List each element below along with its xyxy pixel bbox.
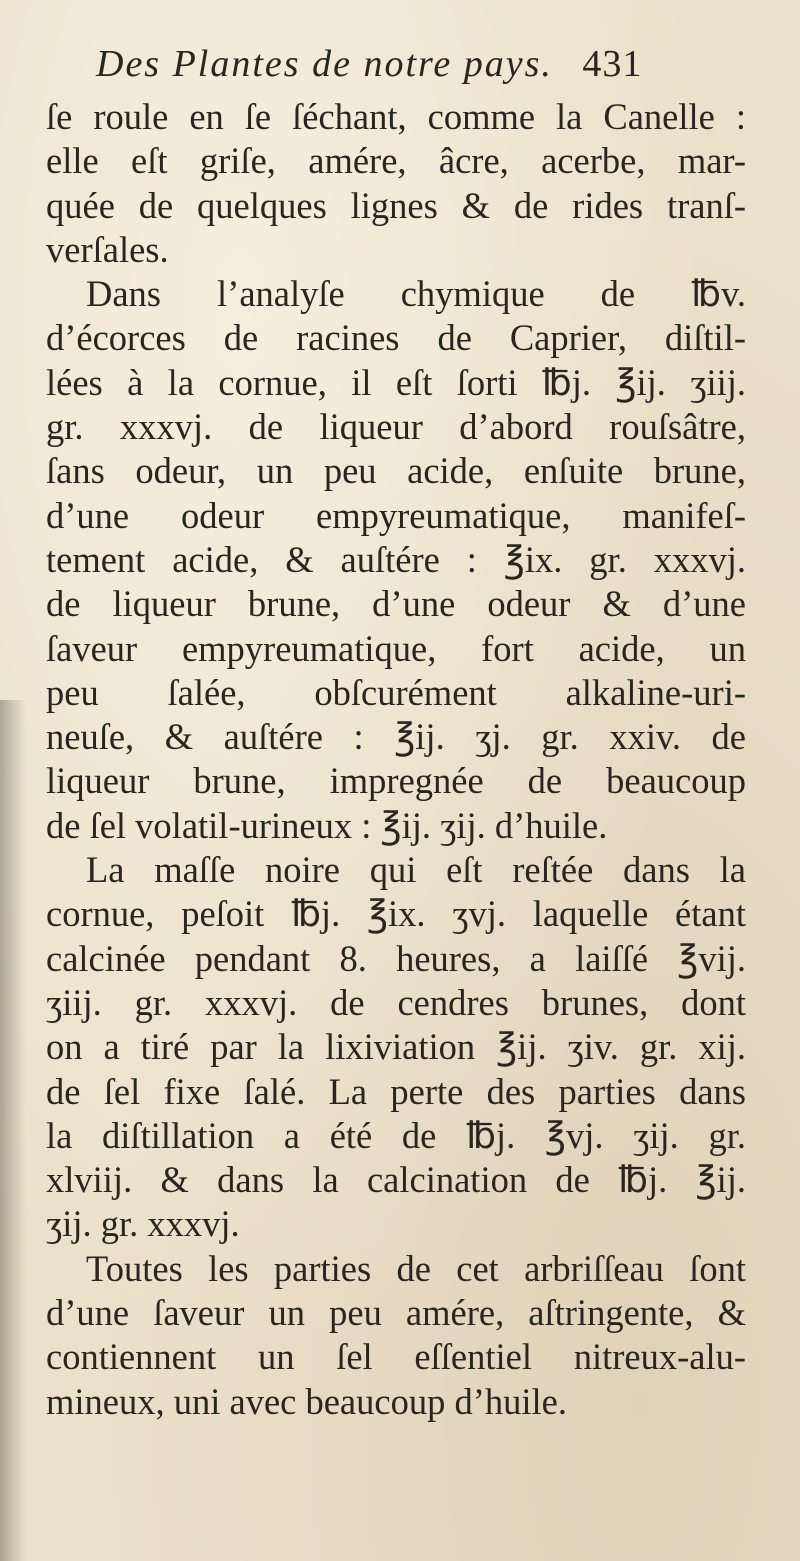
text-line: la diſtillation a été de ℔j. ℥vj. ʒij. gr. [46, 1114, 746, 1156]
text-line: xlviij. & dans la calcination de ℔j. ℥ij. [46, 1159, 746, 1201]
text-line: neuſe, & auſtére : ℥ij. ʒj. gr. xxiv. de [46, 716, 746, 758]
text-line: ſe roule en ſe ſéchant, comme la Canelle : [46, 96, 746, 137]
text-line: ſans odeur, un peu acide, enſuite brune, [46, 450, 746, 492]
text-line: elle eſt griſe, amére, âcre, acerbe, mar- [46, 140, 746, 182]
text-line: La maſſe noire qui eſt reſtée dans la [86, 849, 746, 891]
text-line: contiennent un ſel eſſentiel nitreux-alu- [46, 1336, 746, 1378]
running-header-title: Des Plantes de notre pays. [96, 43, 553, 85]
text-line: d’une odeur empyreumatique, manifeſ- [46, 494, 746, 536]
page-number: 431 [582, 43, 643, 85]
text-line: peu ſalée, obſcurément alkaline-uri- [46, 671, 746, 713]
text-line: liqueur brune, impregnée de beaucoup [46, 760, 746, 802]
text-line: tement acide, & auſtére : ℥ix. gr. xxxvj. [46, 538, 746, 580]
text-line: d’écorces de racines de Caprier, diſtil- [46, 317, 746, 359]
text-line: Toutes les parties de cet arbriſſeau ſont [86, 1247, 746, 1289]
text-line: lées à la cornue, il eſt ſorti ℔j. ℥ij. ʒiij. [46, 361, 746, 403]
body-text [46, 95, 746, 1424]
text-line: gr. xxxvj. de liqueur d’abord rouſsâtre, [46, 406, 746, 448]
text-line: de liqueur brune, d’une odeur & d’une [46, 583, 746, 625]
text-line: ſaveur empyreumatique, fort acide, un [46, 627, 746, 669]
text-line: de ſel fixe ſalé. La perte des parties dans [46, 1070, 746, 1112]
text-line: verſales. [46, 228, 169, 270]
text-line: ʒiij. gr. xxxvj. de cendres brunes, dont [46, 981, 746, 1023]
text-line: mineux, uni avec beaucoup d’huile. [46, 1380, 567, 1422]
running-header [96, 42, 726, 92]
page-gutter-shadow [0, 700, 26, 1561]
text-line: Dans l’analyſe chymique de ℔v. [86, 273, 746, 315]
text-line: quée de quelques lignes & de rides tranſ- [46, 184, 746, 226]
text-line: cornue, peſoit ℔j. ℥ix. ʒvj. laquelle étant [46, 893, 746, 935]
text-line: ʒij. gr. xxxvj. [46, 1203, 240, 1245]
text-line: calcinée pendant 8. heures, a laiſſé ℥vij. [46, 937, 746, 979]
text-line: on a tiré par la lixiviation ℥ij. ʒiv. gr. xij. [46, 1026, 746, 1068]
text-line: d’une ſaveur un peu amére, aſtringente, & [46, 1292, 746, 1334]
text-line: de ſel volatil-urineux : ℥ij. ʒij. d’huile. [46, 804, 608, 846]
